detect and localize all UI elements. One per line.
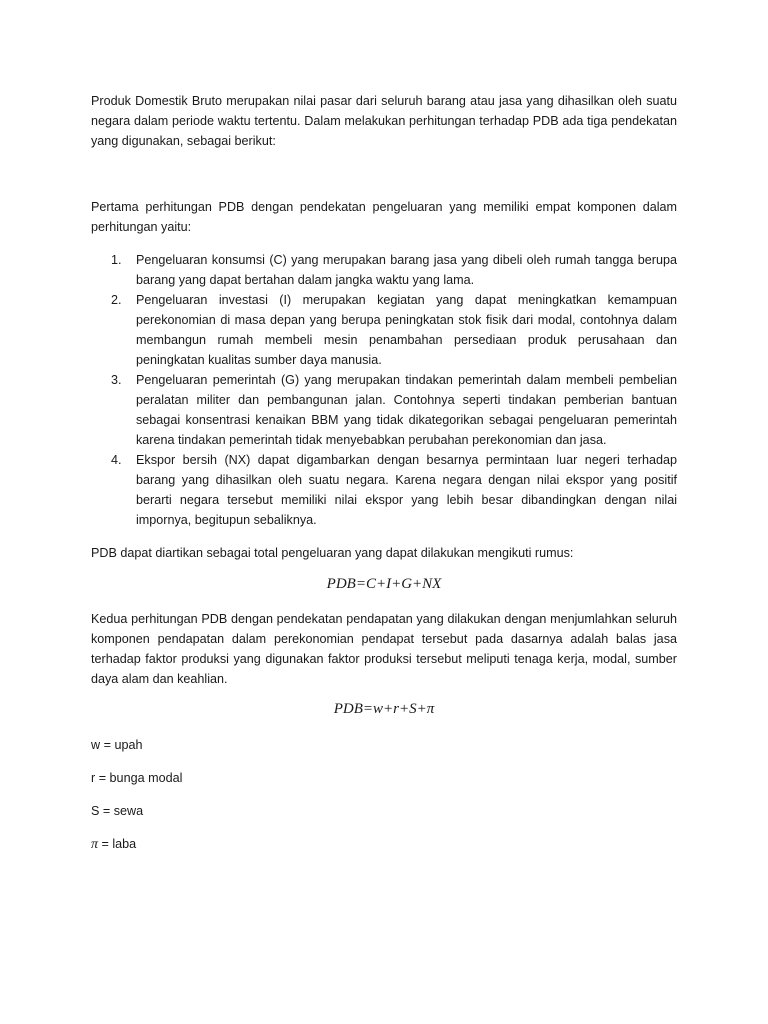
list-item	[91, 370, 677, 450]
list-item	[91, 250, 677, 290]
list-item-text: Ekspor bersih (NX) dapat digambarkan dengan besarnya permintaan luar negeri terhadap barang yang dihasilkan oleh suatu negara. Karena negara dengan nilai ekspor yang positif berarti negara tersebut memiliki nilai ekspor yang lebih besar dibandingkan dengan nilai impornya, begitupun sebaliknya.	[136, 453, 677, 527]
list-item	[91, 450, 677, 530]
list-item-text: Pengeluaran konsumsi (C) yang merupakan barang jasa yang dibeli oleh rumah tangga berupa barang yang dapat bertahan dalam jangka waktu yang lama.	[136, 253, 677, 287]
expenditure-components-list	[91, 250, 677, 530]
list-item	[91, 290, 677, 370]
list-item-number: 1.	[111, 253, 122, 267]
formula-expenditure: PDB=C+I+G+NX	[326, 576, 442, 592]
first-approach-paragraph: Pertama perhitungan PDB dengan pendekatan pengeluaran yang memiliki empat komponen dalam perhitungan yaitu:	[91, 200, 677, 234]
list-item-text: Pengeluaran pemerintah (G) yang merupakan tindakan pemerintah dalam membeli pembelian peralatan militer dan pembangunan jalan. Contohnya seperti tindakan pemberian bantuan sebagai konsentrasi kenaikan BBM yang tidak dikategorikan sebagai pengeluaran pemerintah karena tindakan pemerintah tidak menyebabkan perubahan perekonomian dan jasa.	[136, 373, 677, 447]
list-item-number: 4.	[111, 453, 122, 467]
definition-symbol: w	[91, 738, 101, 752]
pdb-expenditure-intro: PDB dapat diartikan sebagai total pengeluaran yang dapat dilakukan mengikuti rumus:	[91, 546, 574, 560]
definition-text: = upah	[100, 738, 143, 752]
definition-w	[91, 735, 142, 755]
list-item-text: Pengeluaran investasi (I) merupakan kegiatan yang dapat meningkatkan kemampuan perekonomian di masa depan yang berupa peningkatan stok fisik dari modal, contohnya dalam membangun rumah membeli mesin penambahan persediaan produk perusahaan dan peningkatan kualitas sumber daya manusia.	[136, 293, 677, 367]
definition-text: = bunga modal	[95, 771, 183, 785]
intro-paragraph: Produk Domestik Bruto merupakan nilai pasar dari seluruh barang atau jasa yang dihasilkan oleh suatu negara dalam periode waktu tertentu. Dalam melakukan perhitungan terhadap PDB ada tiga pendekatan yang digunakan, sebagai berikut:	[91, 94, 677, 148]
list-item-number: 2.	[111, 293, 122, 307]
definition-s	[91, 801, 143, 821]
definition-r	[91, 768, 182, 788]
definition-symbol: S	[91, 804, 100, 818]
list-item-number: 3.	[111, 373, 122, 387]
definition-pi	[91, 834, 136, 855]
second-approach-paragraph: Kedua perhitungan PDB dengan pendekatan pendapatan yang dilakukan dengan menjumlahkan seluruh komponen pendapatan dalam perekonomian pendapat tersebut pada dasarnya adalah balas jasa terhadap faktor produksi yang digunakan faktor produksi tersebut meliputi tenaga kerja, modal, sumber daya alam dan keahlian.	[91, 612, 677, 686]
formula-income: PDB=w+r+S+π	[333, 701, 435, 717]
definition-symbol: π	[91, 837, 99, 852]
definition-symbol: r	[91, 771, 96, 785]
definition-text: = sewa	[99, 804, 144, 818]
definition-text: = laba	[98, 837, 137, 851]
